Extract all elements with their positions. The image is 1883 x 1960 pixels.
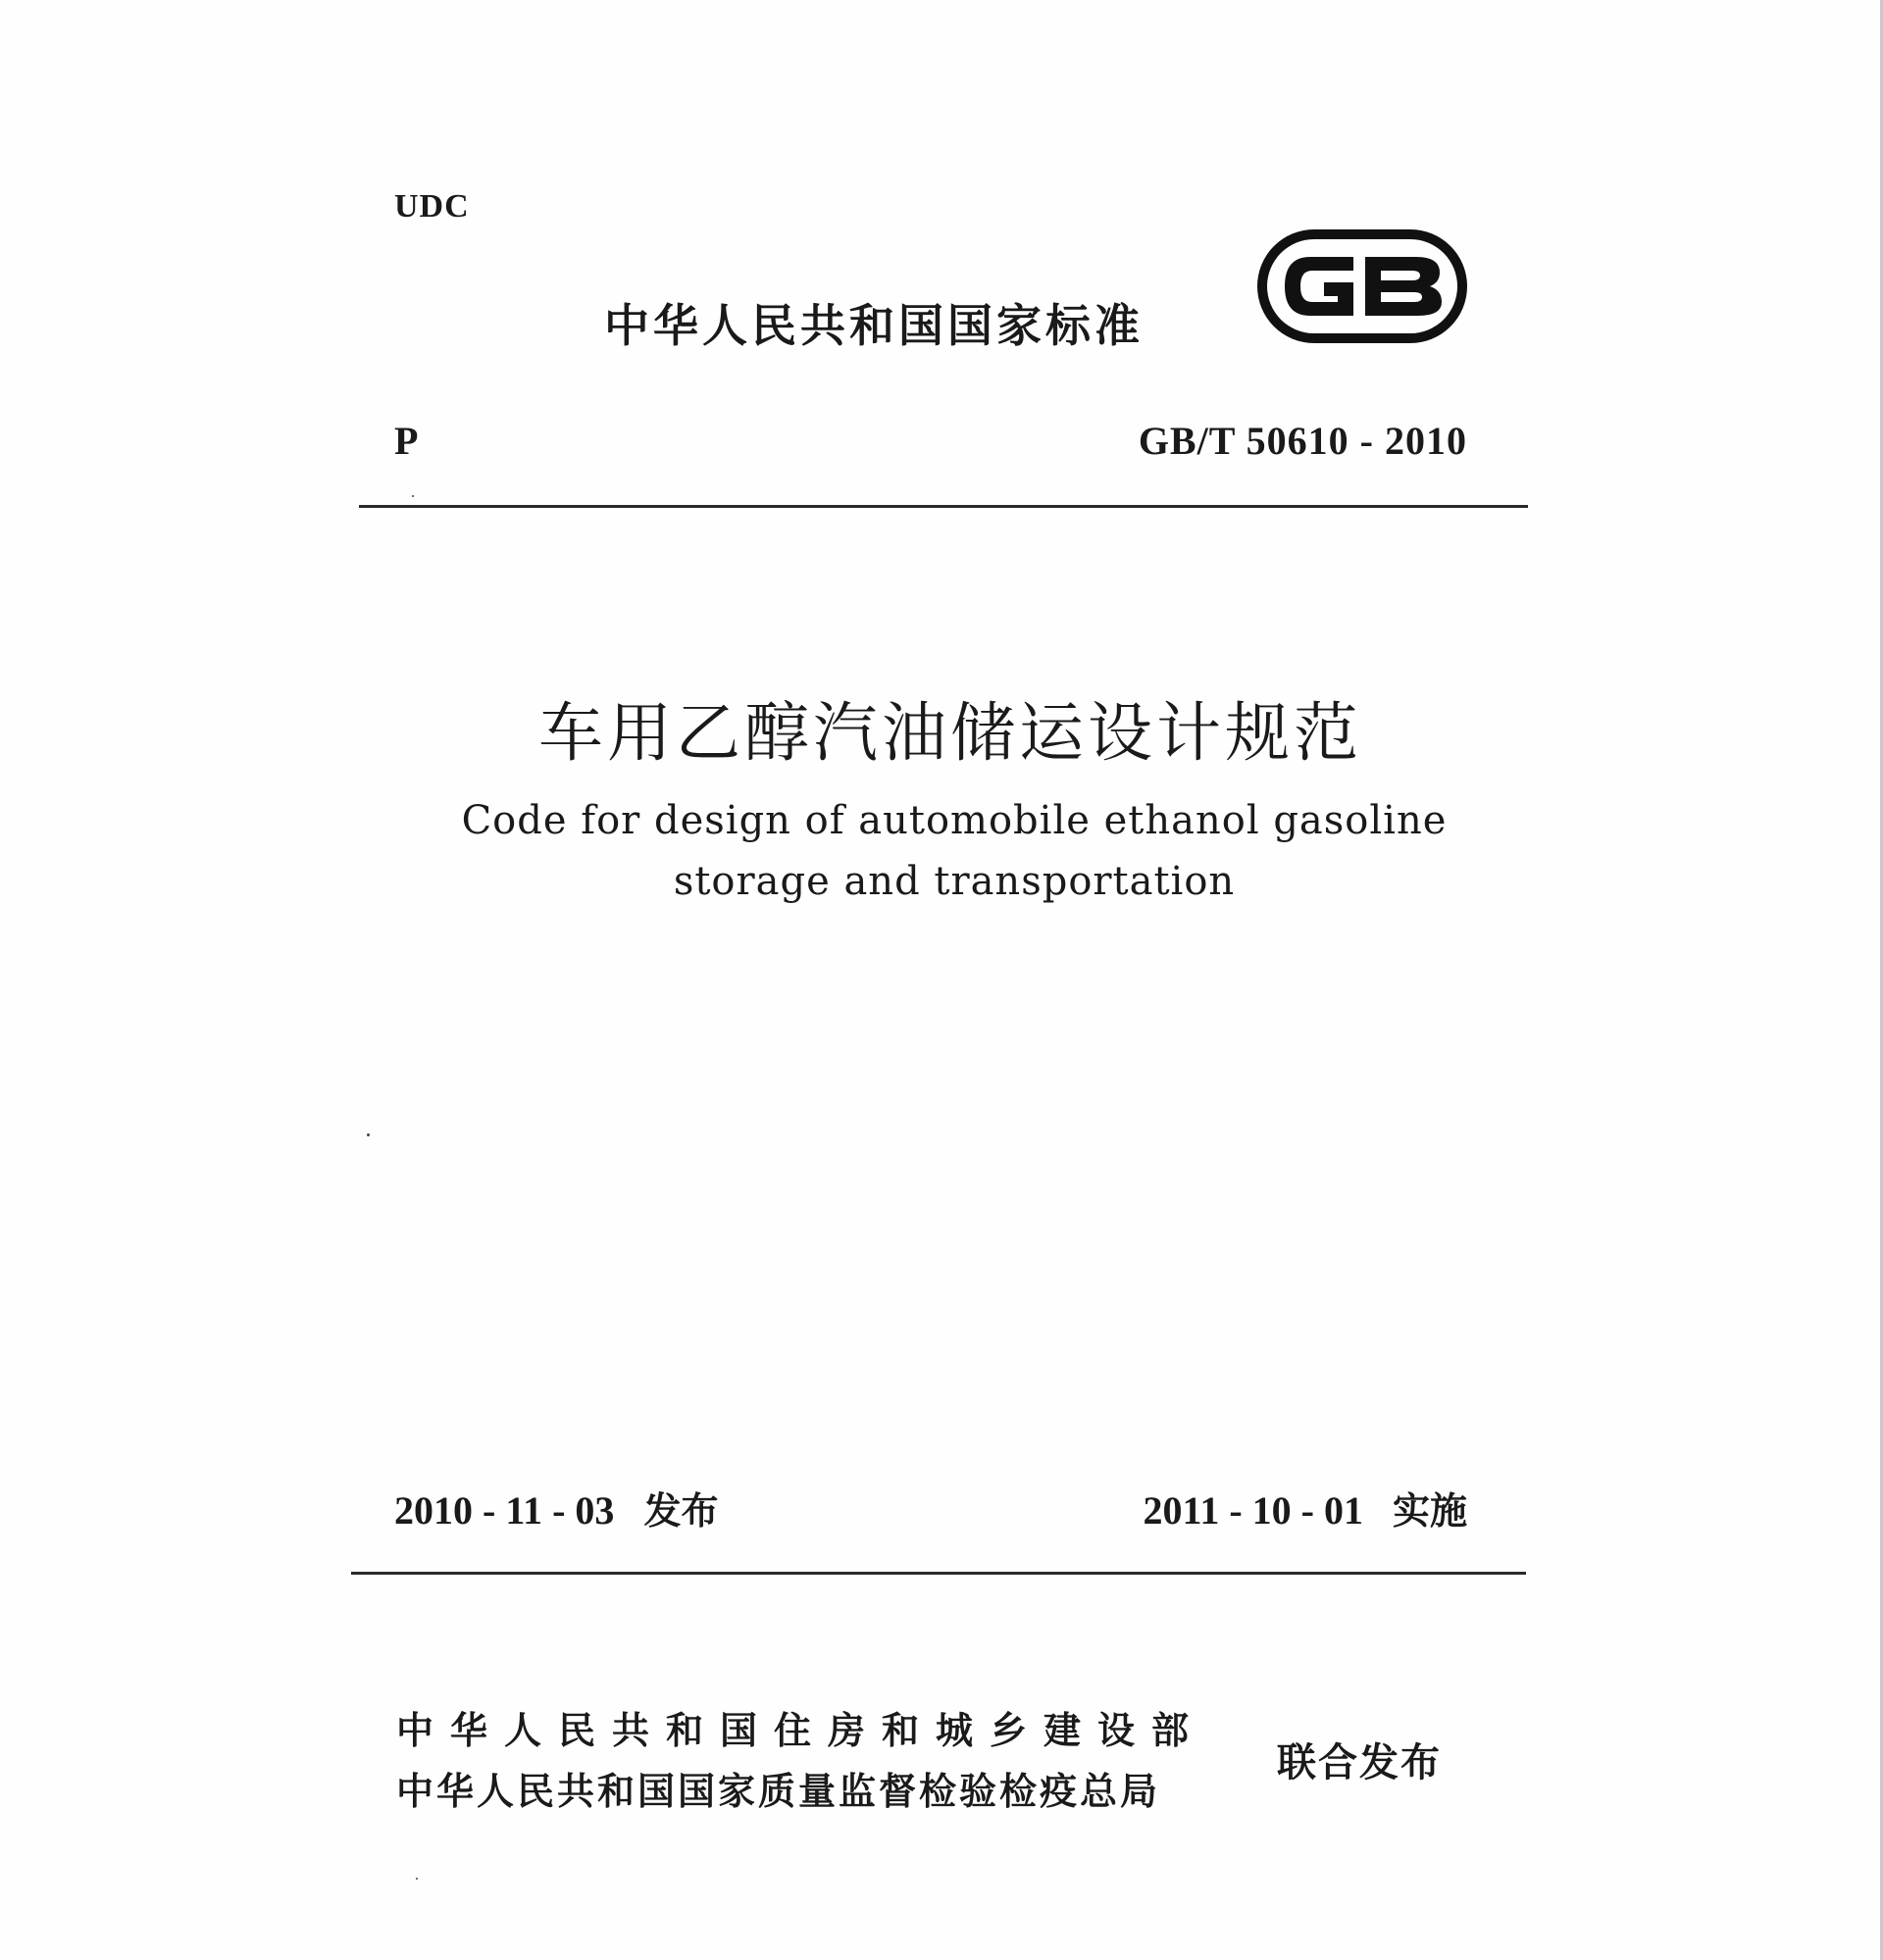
implementation-date: 2011 - 10 - 01: [1143, 1488, 1363, 1533]
title-chinese: 车用乙醇汽油储运设计规范: [538, 695, 1362, 771]
standard-number: GB/T 50610 - 2010: [1138, 419, 1467, 463]
gb-logo: [1255, 227, 1469, 345]
scan-speck: [416, 1878, 418, 1880]
classification-code: P: [394, 419, 419, 463]
title-english-line2: storage and transportation: [673, 859, 1236, 904]
national-standard-heading: 中华人民共和国国家标准: [604, 299, 1144, 352]
title-english-line1: Code for design of automobile ethanol gasoline: [461, 798, 1448, 843]
udc-label: UDC: [394, 188, 470, 225]
bottom-divider: [351, 1572, 1526, 1575]
joint-publish-label: 联合发布: [1277, 1740, 1442, 1785]
issue-date-block: [394, 1481, 718, 1534]
implementation-date-block: [1144, 1481, 1467, 1534]
scan-speck: [412, 495, 414, 497]
issue-date: 2010 - 11 - 03: [394, 1488, 615, 1533]
implementation-label: 实施: [1392, 1489, 1467, 1533]
publisher-aqsiq: 中华人民共和国国家质量监督检验检疫总局: [396, 1770, 1161, 1813]
issue-label: 发布: [643, 1489, 719, 1533]
publisher-ministry-housing: 中华人民共和国住房和城乡建设部: [396, 1709, 1206, 1752]
top-divider: [359, 505, 1528, 508]
scan-speck: [367, 1133, 370, 1136]
